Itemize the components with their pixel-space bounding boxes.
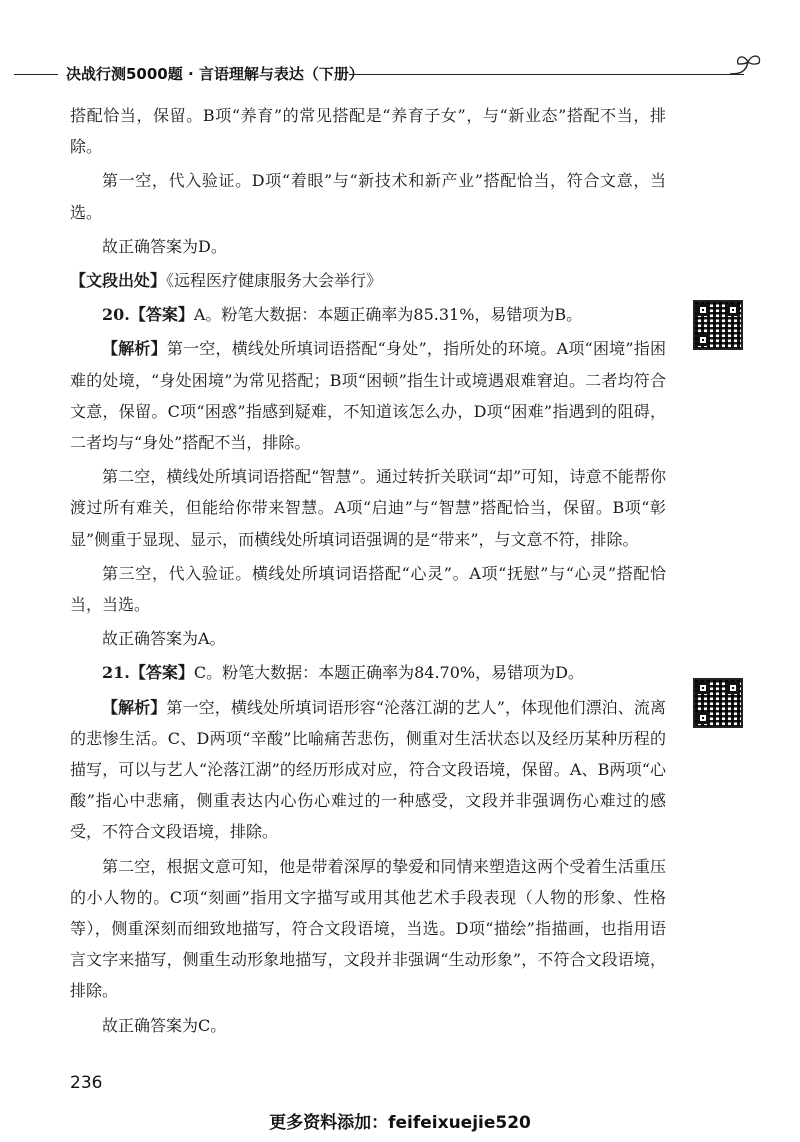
paragraph bbox=[70, 299, 666, 330]
running-header bbox=[14, 52, 774, 92]
section-tag: 【文段出处】 bbox=[70, 271, 167, 291]
paragraph-text: 第一空，代入验证。D项“着眼”与“新技术和新产业”搭配恰当，符合文意，当选。 bbox=[70, 171, 666, 222]
section-tag: 【解析】 bbox=[102, 697, 167, 717]
paragraph-text: 第一空，横线处所填词语搭配“身处”，指所处的环境。A项“困境”指困难的处境，“身处困境”为常见搭配；B项“困顿”指生计或境遇艰难窘迫。二者均符合文意，保留。C项“困惑”指感到疑难，不知道该怎么办，D项“困难”指遇到的阻碍，二者均与“身处”搭配不当，排除。 bbox=[70, 339, 666, 453]
paragraph bbox=[70, 1010, 666, 1041]
paragraph-text: 第三空，代入验证。横线处所填词语搭配“心灵”。A项“抚慰”与“心灵”搭配恰当，当选。 bbox=[70, 563, 666, 615]
answer-explanation-text bbox=[70, 100, 666, 1041]
paragraph-text: 故正确答案为D。 bbox=[102, 236, 227, 256]
paragraph-text: 故正确答案为C。 bbox=[102, 1015, 227, 1035]
paragraph bbox=[70, 100, 666, 162]
page-number: 236 bbox=[70, 1073, 103, 1093]
header-rule-right bbox=[349, 74, 744, 75]
qr-code-icon[interactable] bbox=[693, 678, 743, 728]
paragraph bbox=[70, 231, 666, 262]
footer-contact-note: 更多资料添加：feifeixuejie520 bbox=[269, 1113, 531, 1133]
book-title: 决战行测5000题 · 言语理解与表达（下册） bbox=[66, 65, 364, 83]
paragraph-text: 《远程医疗健康服务大会举行》 bbox=[166, 271, 383, 291]
sprout-icon bbox=[726, 52, 766, 82]
paragraph bbox=[70, 165, 666, 227]
paragraph bbox=[70, 657, 666, 688]
paragraph bbox=[70, 851, 666, 1007]
paragraph-text: 故正确答案为A。 bbox=[102, 629, 226, 649]
paragraph bbox=[70, 461, 666, 555]
paragraph bbox=[70, 333, 666, 458]
paragraph bbox=[70, 623, 666, 654]
paragraph-text: 搭配恰当，保留。B项“养育”的常见搭配是“养育子女”，与“新业态”搭配不当，排除。 bbox=[70, 106, 666, 157]
header-rule-left bbox=[14, 74, 58, 75]
paragraph-text: 第一空，横线处所填词语形容“沦落江湖的艺人”，体现他们漂泊、流离的悲惨生活。C、D两项“辛酸”比喻痛苦悲伤，侧重对生活状态以及经历某种历程的描写，可以与艺人“沦落江湖”的经历形成对应，符合文段语境，保留。A、B两项“心酸”指心中悲痛，侧重表达内心伤心难过的一种感受，文段并非强调伤心难过的感受，不符合文段语境，排除。 bbox=[70, 697, 666, 842]
qr-code-icon[interactable] bbox=[693, 300, 743, 350]
paragraph-text: 第二空，根据文意可知，他是带着深厚的挚爱和同情来塑造这两个受着生活重压的小人物的。C项“刻画”指用文字描写或用其他艺术手段表现（人物的形象、性格等），侧重深刻而细致地描写，符合文段语境，当选。D项“描绘”指描画，也指用语言文字来描写，侧重生动形象地描写，文段并非强调“生动形象”，不符合文段语境，排除。 bbox=[70, 856, 666, 1001]
section-tag: 20.【答案】 bbox=[102, 305, 194, 325]
paragraph bbox=[70, 558, 666, 620]
paragraph-text: 第二空，横线处所填词语搭配“智慧”。通过转折关联词“却”可知，诗意不能帮你渡过所有难关，但能给你带来智慧。A项“启迪”与“智慧”搭配恰当，保留。B项“彰显”侧重于显现、显示，而横线处所填词语强调的是“带来”，与文意不符，排除。 bbox=[70, 467, 666, 549]
paragraph-text: C。粉笔大数据：本题正确率为84.70%，易错项为D。 bbox=[193, 663, 584, 683]
section-tag: 【解析】 bbox=[102, 339, 167, 359]
paragraph bbox=[70, 265, 666, 296]
section-tag: 21.【答案】 bbox=[102, 663, 194, 683]
paragraph-text: A。粉笔大数据：本题正确率为85.31%，易错项为B。 bbox=[193, 305, 583, 325]
paragraph bbox=[70, 692, 666, 848]
